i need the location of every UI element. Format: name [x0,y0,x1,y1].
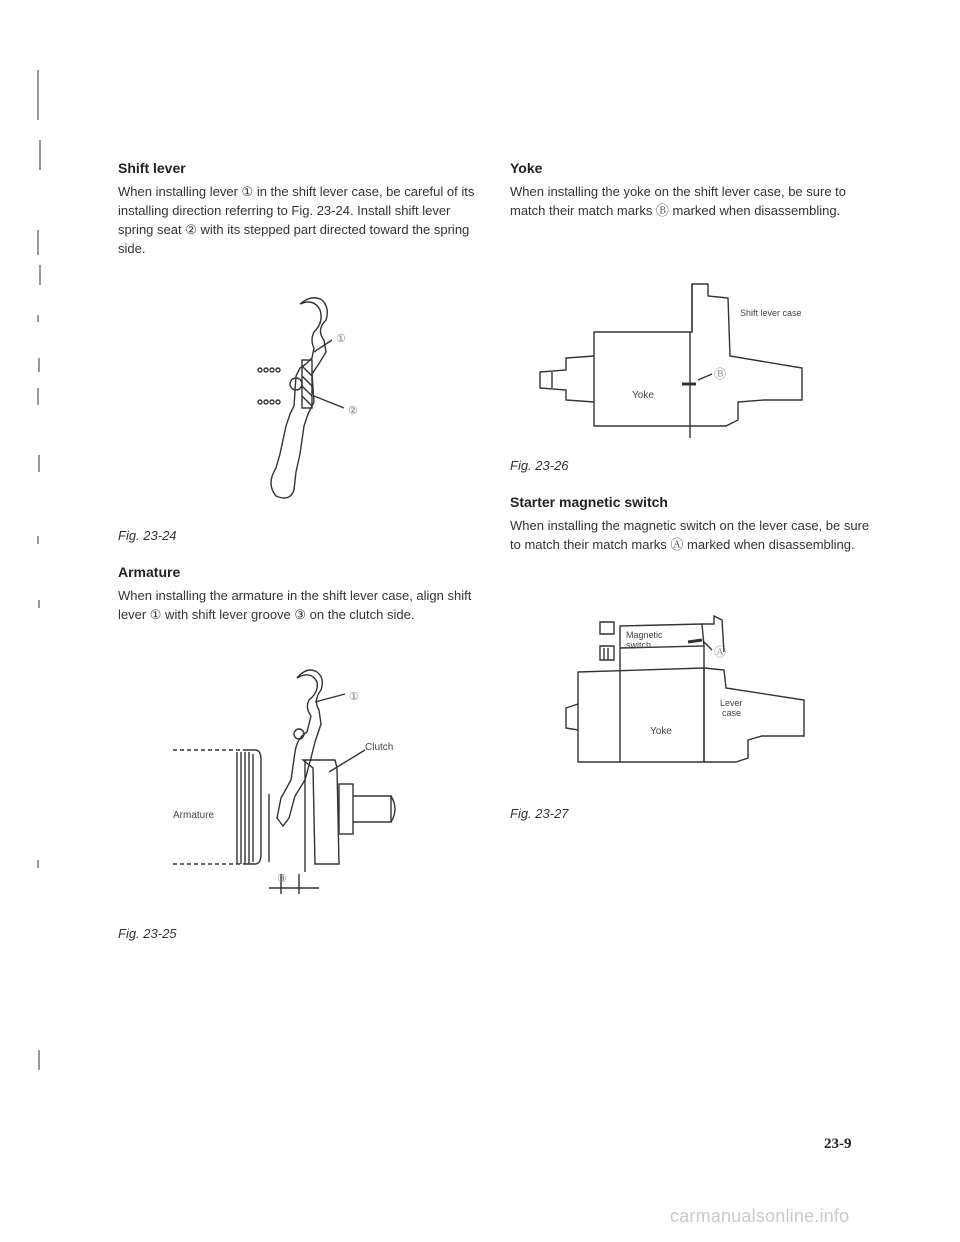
starter-section [510,494,870,554]
fig-23-26-caption: Fig. 23-26 [510,458,569,473]
shift-lever-text: When installing lever ① in the shift lever case, be careful of its installing direction referring to Fig. 23-24. Install shift lever spring seat ② with its stepped part directed toward the spring side. [118,184,475,256]
fig24-callout-1: ① [336,333,346,345]
figure-23-25-armature [165,668,425,900]
fig27-yoke-label: Yoke [650,726,672,737]
fig27-switch-label-1: Magnetic [626,630,663,640]
yoke-heading: Yoke [510,160,543,176]
fig25-armature-label: Armature [173,810,215,821]
yoke-text: When installing the yoke on the shift lever case, be sure to match their match marks Ⓑ marked when disassembling. [510,184,847,218]
fig25-callout-1: ① [349,691,359,703]
fig-23-24-caption: Fig. 23-24 [118,528,177,543]
page-number: 23-9 [824,1136,852,1152]
fig26-case-label: Shift lever case [740,308,802,318]
fig26-mark-b: Ⓑ [714,367,727,381]
armature-heading: Armature [118,564,181,580]
starter-heading: Starter magnetic switch [510,494,668,510]
fig24-callout-2: ② [348,405,358,417]
fig25-clutch-label: Clutch [365,742,394,753]
starter-text: When installing the magnetic switch on the lever case, be sure to match their match marks Ⓐ marked when disassembling. [510,518,870,552]
fig27-switch-label-2: switch [626,640,652,650]
figure-23-26-yoke [532,268,832,444]
figure-23-24-shift-lever [240,296,380,506]
armature-text: When installing the armature in the shift lever case, align shift lever ① with shift lever groove ③ on the clutch side. [118,588,472,622]
fig25-callout-3: ③ [277,873,287,885]
yoke-section [510,160,870,220]
fig-23-25-caption: Fig. 23-25 [118,926,177,941]
fig27-mark-a: Ⓐ [714,645,727,659]
shift-lever-heading: Shift lever [118,160,186,176]
fig27-lever-label-2: case [722,708,742,718]
fig26-yoke-label: Yoke [632,390,654,401]
fig27-lever-label-1: Lever [720,698,743,708]
binding-edge-marks [28,60,52,1160]
watermark-text: carmanualsonline.info [670,1206,850,1226]
armature-section [118,564,478,624]
fig-23-27-caption: Fig. 23-27 [510,806,569,821]
left-column [118,160,478,258]
figure-23-27-magnetic-switch [554,612,824,774]
